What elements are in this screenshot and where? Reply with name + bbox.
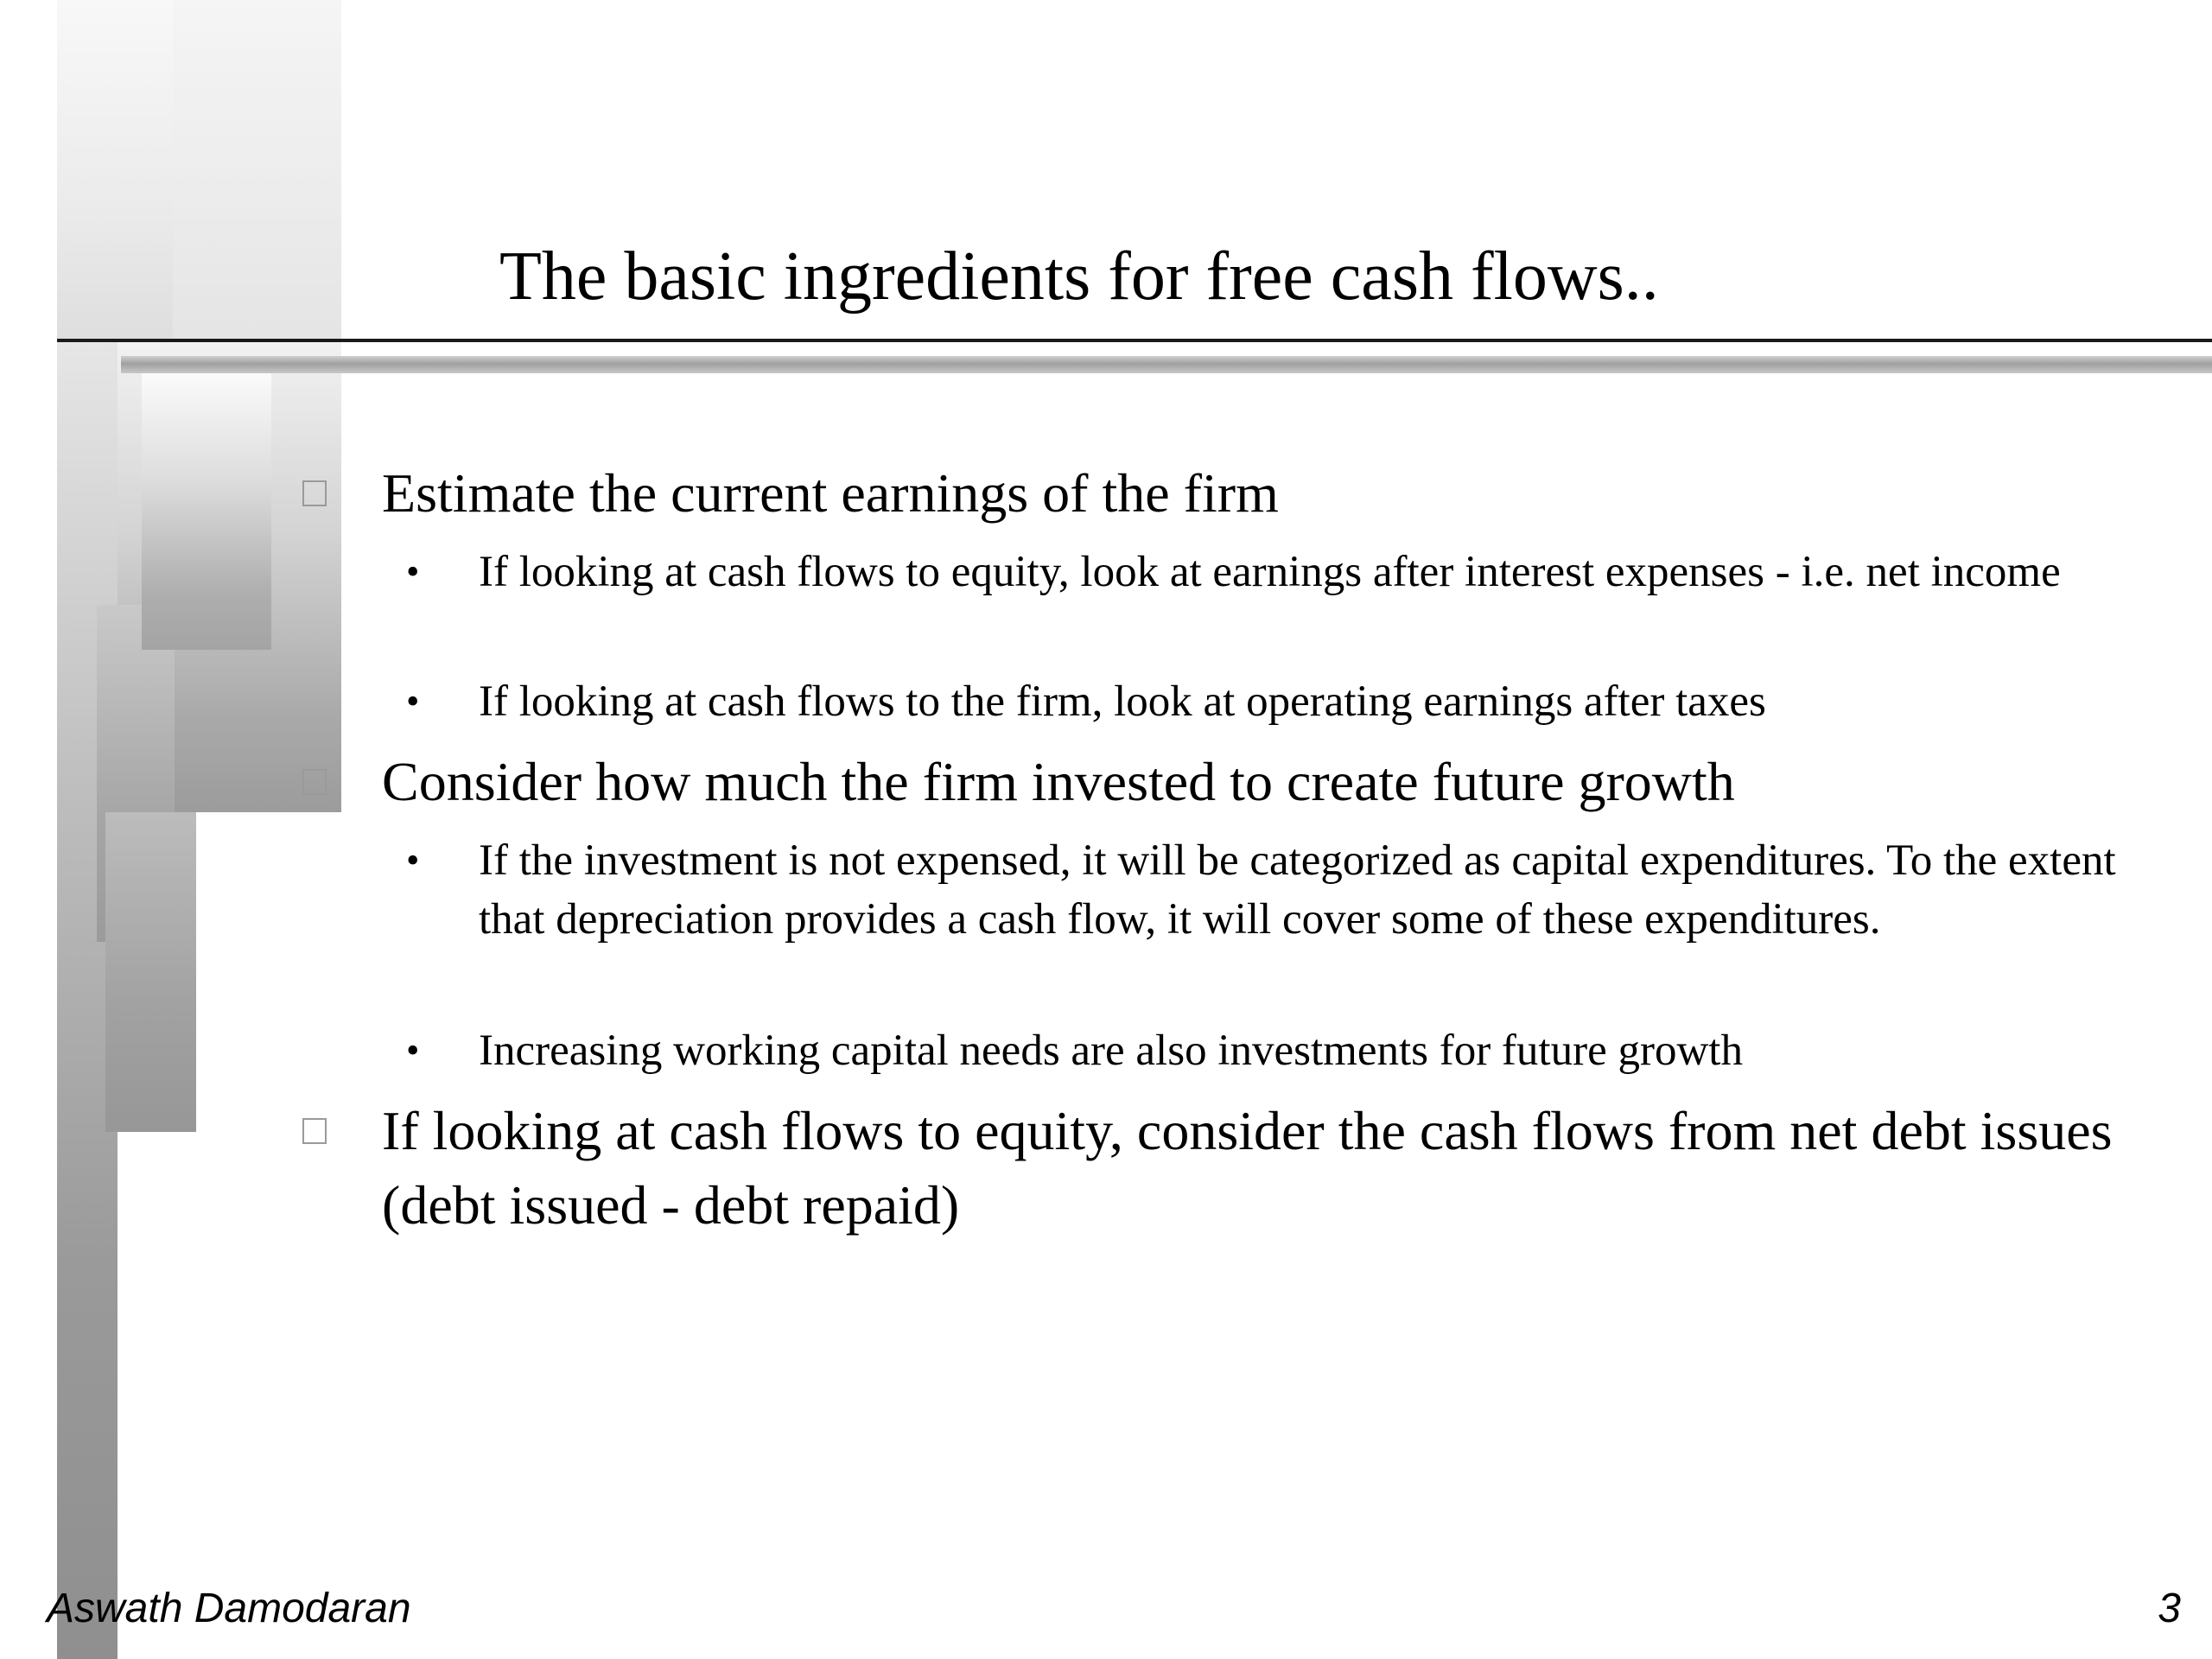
dot-bullet-icon: • [406, 550, 420, 593]
title-rule-thin [57, 339, 2212, 342]
page-number: 3 [2158, 1586, 2181, 1631]
decorative-bar [173, 0, 341, 341]
sub-bullet-text: Increasing working capital needs are also investments for future growth [479, 1027, 1743, 1075]
decorative-bar [142, 372, 271, 650]
bullet-point [382, 1094, 2162, 1243]
sub-bullet-text: If looking at cash flows to equity, look at earnings after interest expenses - i.e. net income [479, 548, 2061, 596]
title-rule-thick [121, 356, 2212, 373]
sub-bullet-text: If looking at cash flows to the firm, look at operating earnings after taxes [479, 677, 1766, 726]
square-bullet-icon [302, 1118, 327, 1144]
footer-author: Aswath Damodaran [47, 1586, 411, 1631]
dot-bullet-icon: • [406, 680, 420, 722]
sub-bullet-text: If the investment is not expensed, it will be categorized as capital expenditures. To the extent that depreciation provides a cash flow, it will cover some of these expenditures. [479, 836, 2116, 944]
sub-bullet-point [406, 543, 2120, 601]
bullet-point [382, 456, 2162, 531]
bullet-text: Estimate the current earnings of the firm [382, 462, 1279, 524]
bullet-text: Consider how much the firm invested to create future growth [382, 751, 1735, 812]
decorative-bar [105, 812, 196, 1132]
square-bullet-icon [302, 480, 327, 506]
sub-bullet-point [406, 672, 2120, 731]
square-bullet-icon [302, 769, 327, 795]
dot-bullet-icon: • [406, 1029, 420, 1071]
sub-bullet-point [406, 1021, 2120, 1080]
sub-bullet-point [406, 831, 2120, 949]
slide-title: The basic ingredients for free cash flows.. [499, 238, 1659, 315]
dot-bullet-icon: • [406, 839, 420, 881]
bullet-point [382, 745, 2162, 819]
bullet-text: If looking at cash flows to equity, consider the cash flows from net debt issues (debt issued - debt repaid) [382, 1100, 2113, 1236]
